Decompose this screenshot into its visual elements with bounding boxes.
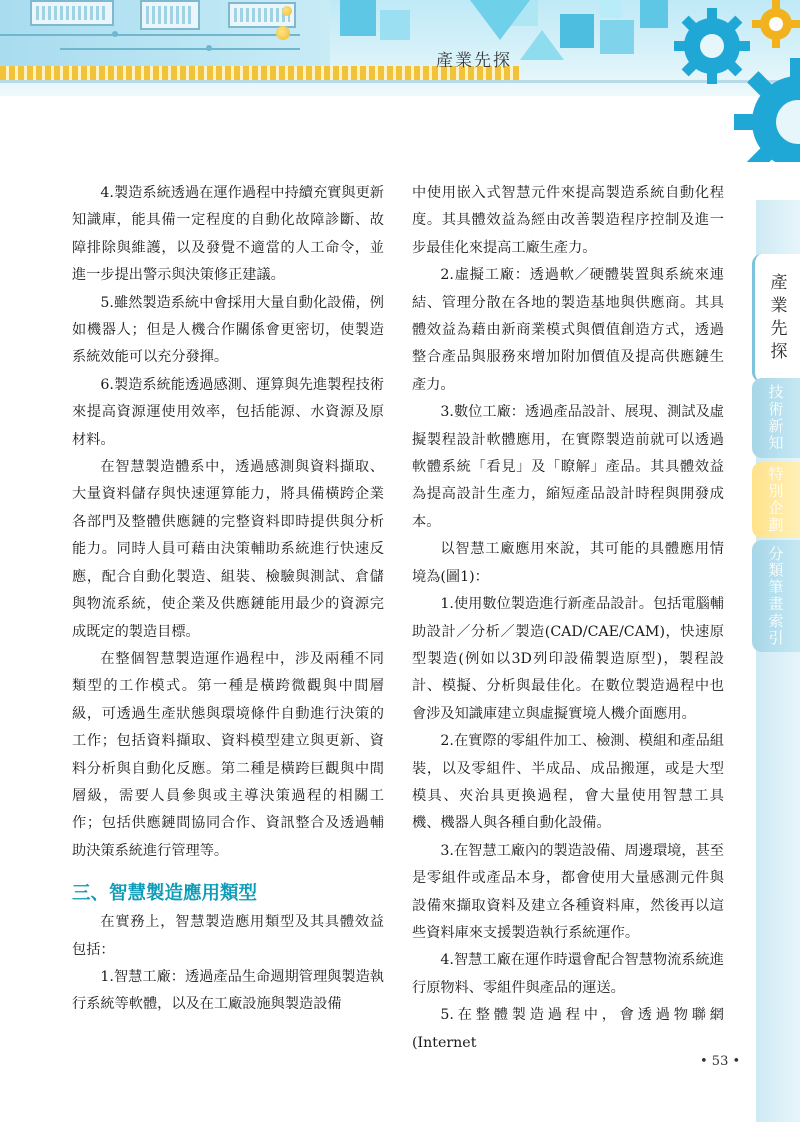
- body-paragraph: 2.虛擬工廠：透過軟／硬體裝置與系統來連結、管理分散在各地的製造基地與供應商。其具體效益為藉由新商業模式與價值創造方式，透過整合產品與服務來增加附加價值及提高供應鏈生產力。: [412, 267, 724, 393]
- right-column: [412, 180, 724, 1057]
- tab-char: 業: [770, 295, 788, 316]
- body-paragraph: 4.製造系統透過在運作過程中持續充實與更新知識庫，能具備一定程度的自動化故障診斷、故障排除與維護，以及發覺不適當的人工命令，並進一步提出警示與決策修正建議。: [72, 185, 384, 284]
- chip-graphic: [140, 0, 200, 30]
- geometric-square: [640, 0, 668, 28]
- tab-char: 產: [770, 272, 788, 293]
- body-paragraph: 4.智慧工廠在運作時還會配合智慧物流系統進行原物料、零組件與產品的運送。: [412, 952, 724, 996]
- body-paragraph: 3.數位工廠：透過產品設計、展現、測試及虛擬製程設計軟體應用，在實際製造前就可以透過軟體系統「看見」及「瞭解」產品。其具體效益為提高設計生產力，縮短產品設計時程與開發成本。: [412, 404, 724, 530]
- tab-char: 特: [768, 465, 784, 484]
- body-paragraph: 在整個智慧製造運作過程中，涉及兩種不同類型的工作模式。第一種是橫跨微觀與中間層級，可透過生產狀態與環境條件自動進行決策的工作；包括資料擷取、資料模型建立與更新、資料分析與自動化反應。第二種是橫跨巨觀與中間層級，需要人員參與或主導決策過程的相關工作；包括供應鏈間協同合作、資訊整合及透過輔助決策系統進行管理等。: [72, 650, 384, 859]
- tab-char: 分: [768, 544, 784, 563]
- tab-char: 別: [768, 482, 784, 501]
- body-paragraph: 在智慧製造體系中，透過感測與資料擷取、大量資料儲存與快速運算能力，將具備橫跨企業各部門及整體供應鏈的完整資料即時提供與分析能力。同時人員可藉由決策輔助系統進行快速反應，配合自動化製造、組裝、檢驗與測試、倉儲與物流系統，使企業及供應鏈能用最少的資源完成既定的製造目標。: [72, 459, 384, 640]
- geometric-square: [340, 0, 376, 36]
- body-paragraph: 6.製造系統能透過感測、運算與先進製程技術來提高資源運使用效率，包括能源、水資源及原材料。: [72, 376, 384, 448]
- circuit-trace: [60, 48, 300, 50]
- tab-char: 探: [770, 342, 788, 363]
- tab-char: 劃: [768, 515, 784, 534]
- body-paragraph: 以智慧工廠應用來說，其可能的具體應用情境為(圖1)：: [412, 541, 724, 585]
- body-paragraph: 2.在實際的零組件加工、檢測、模組和產品組裝，以及零組件、半成品、成品搬運，或是大型模具、夾治具更換過程，會大量使用智慧工具機、機器人與各種自動化設備。: [412, 733, 724, 832]
- tab-char: 知: [768, 433, 784, 452]
- tab-char: 畫: [768, 595, 784, 613]
- gear-icon: [728, 52, 800, 162]
- tab-special-feature[interactable]: [752, 462, 800, 538]
- coin-graphic: [276, 26, 290, 40]
- circuit-trace: [0, 34, 300, 36]
- tab-char: 技: [768, 383, 784, 402]
- body-paragraph: 在實務上，智慧製造應用類型及其具體效益包括：: [72, 914, 384, 958]
- tab-char: 企: [768, 499, 784, 517]
- section-heading: 三、智慧製造應用類型: [72, 883, 258, 905]
- tab-stroke-index[interactable]: [752, 540, 800, 652]
- tab-tech-news[interactable]: [752, 378, 800, 458]
- circuit-node: [112, 31, 118, 37]
- tab-char: 索: [768, 611, 784, 630]
- tab-char: 類: [768, 561, 784, 580]
- spacer: [72, 865, 384, 879]
- body-paragraph: 1.智慧工廠：透過產品生命週期管理與製造執行系統等軟體，以及在工廠設施與製造設備: [72, 968, 384, 1013]
- geometric-square: [600, 0, 622, 18]
- geometric-triangle: [520, 30, 564, 60]
- geometric-square: [380, 10, 410, 40]
- body-paragraph-continuation: 中使用嵌入式智慧元件來提高製造系統自動化程度。其具體效益為經由改善製造程序控制及進一步最佳化來提高工廠生產力。: [412, 185, 724, 256]
- body-paragraph: 5.在整體製造過程中，會透過物聯網(Internet: [412, 1007, 724, 1051]
- body-paragraph: 3.在智慧工廠內的製造設備、周邊環境，甚至是零組件或產品本身，都會使用大量感測元件與設備來擷取資料及建立各種資料庫，然後再以這些資料庫來支援製造執行系統運作。: [412, 842, 724, 941]
- left-column: [72, 180, 384, 1019]
- body-paragraph: 1.使用數位製造進行新產品設計。包括電腦輔助設計／分析／製造(CAD/CAE/CAM)，快速原型製造(例如以3D列印設備製造原型)，製程設計、模擬、分析與最佳化。在數位製造過程中也會涉及知識庫建立與虛擬實境人機介面應用。: [412, 596, 724, 722]
- tab-char: 筆: [768, 578, 784, 597]
- tab-char: 引: [768, 628, 784, 647]
- coin-graphic: [282, 6, 292, 16]
- tab-char: 新: [768, 417, 784, 435]
- chip-graphic: [30, 0, 114, 26]
- tab-industry-outlook[interactable]: [752, 254, 800, 382]
- body-paragraph: 5.雖然製造系統中會採用大量自動化設備，例如機器人；但是人機合作關係會更密切，使製造系統效能可以充分發揮。: [72, 294, 384, 366]
- gear-icon: [752, 0, 800, 48]
- tab-char: 先: [770, 319, 788, 339]
- tab-char: 術: [768, 400, 784, 419]
- section-label: 產業先探: [436, 51, 512, 71]
- circuit-node: [206, 45, 212, 51]
- geometric-square: [600, 20, 634, 54]
- geometric-square: [560, 14, 594, 48]
- page-number: • 53 •: [700, 1054, 741, 1069]
